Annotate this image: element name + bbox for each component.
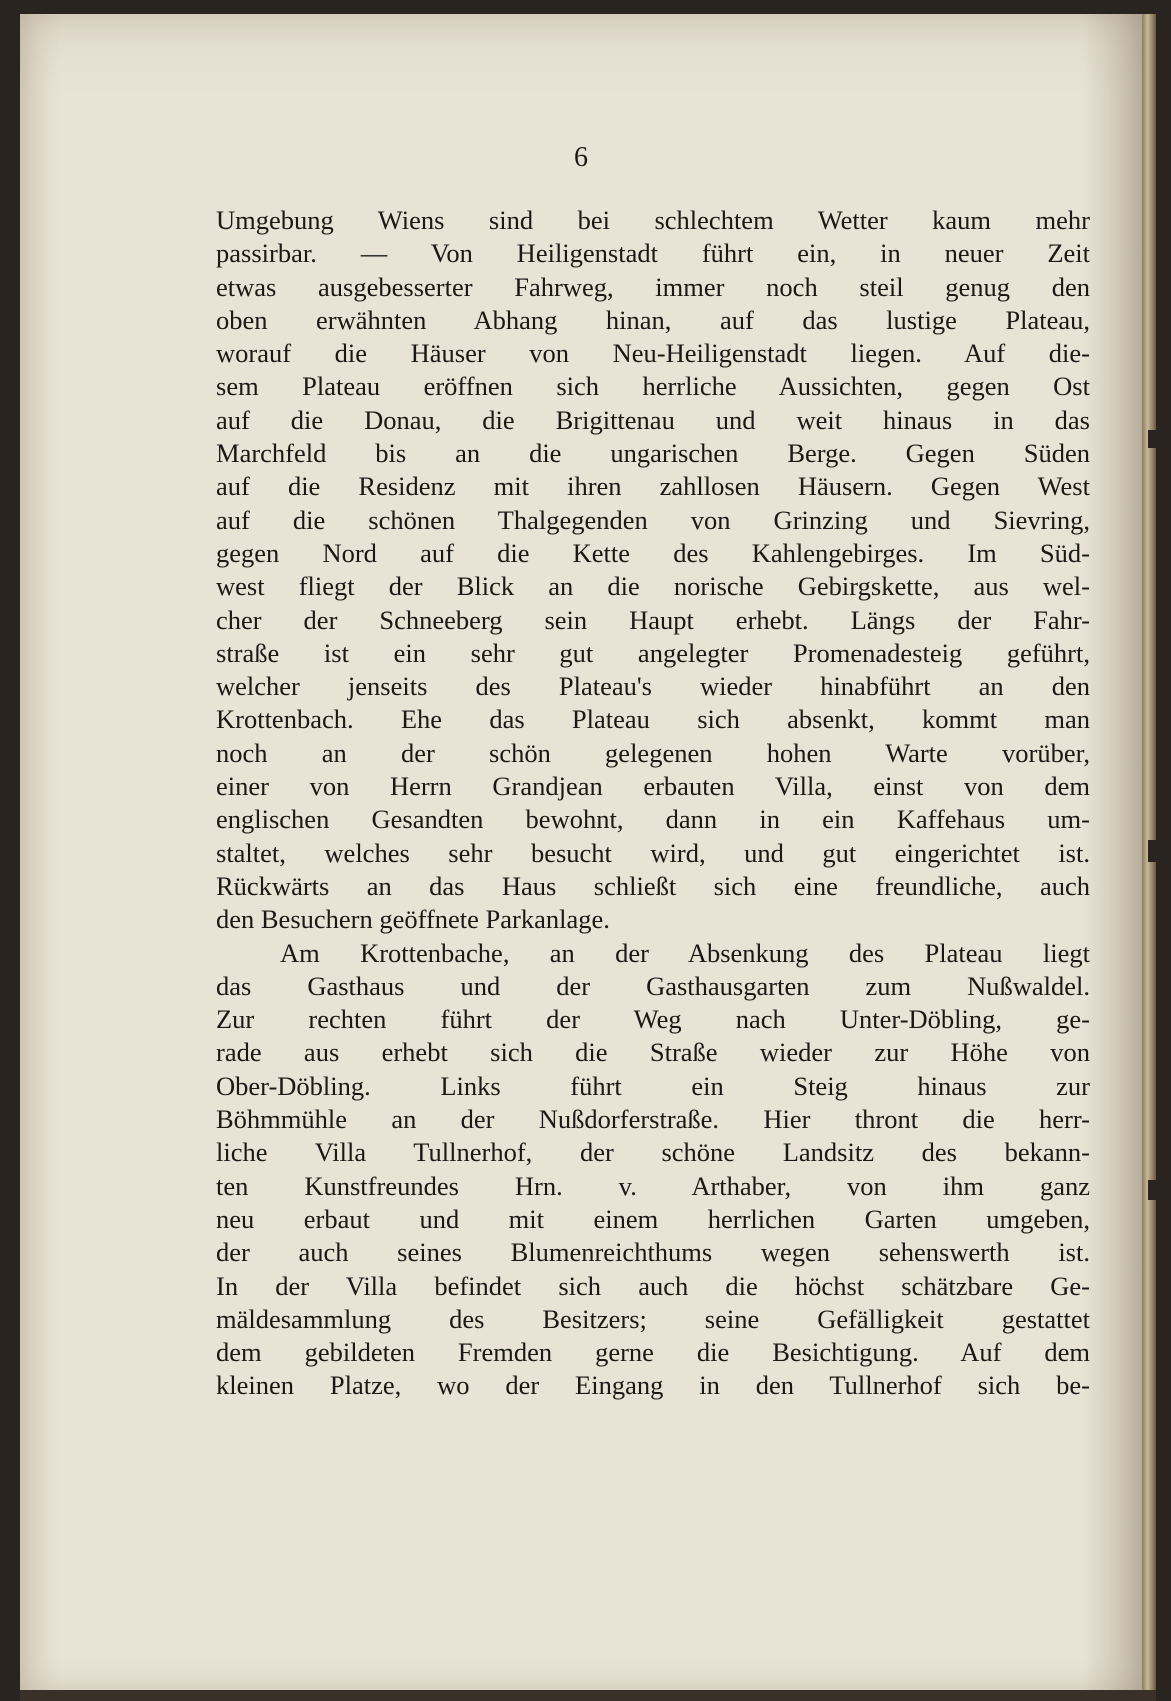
text-line: cher der Schneeberg sein Haupt erhebt. Längs der Fahr- [216,604,1090,635]
text-line: Marchfeld bis an die ungarischen Berge. Gegen Süden [216,438,1090,469]
text-line: noch an der schön gelegenen hohen Warte vorüber, [216,737,1090,768]
text-line: dem gebildeten Fremden gerne die Besichtigung. Auf dem [216,1337,1090,1368]
text-line: neu erbaut und mit einem herrlichen Garten umgeben, [216,1203,1090,1234]
text-line: Ober-Döbling. Links führt ein Steig hinaus zur [216,1070,1090,1101]
binding-thread-mark [1148,840,1158,862]
text-line: liche Villa Tullnerhof, der schöne Landsitz des bekann- [216,1137,1090,1168]
text-line: oben erwähnten Abhang hinan, auf das lustige Plateau, [216,304,1090,335]
text-line: Am Krottenbache, an der Absenkung des Plateau liegt [280,937,1090,968]
binding-thread-mark [1148,430,1158,448]
text-line: Krottenbach. Ehe das Plateau sich absenkt, kommt man [216,704,1090,735]
paper-page [20,14,1142,1690]
text-line: In der Villa befindet sich auch die höchst schätzbare Ge- [216,1270,1090,1301]
text-line: Zur rechten führt der Weg nach Unter-Döbling, ge- [216,1004,1090,1035]
text-line: rade aus erhebt sich die Straße wieder zur Höhe von [216,1037,1090,1068]
binding-thread-mark [1148,1180,1158,1200]
text-line: etwas ausgebesserter Fahrweg, immer noch steil genug den [216,271,1090,302]
text-line: kleinen Platze, wo der Eingang in den Tullnerhof sich be- [216,1370,1090,1401]
text-line: gegen Nord auf die Kette des Kahlengebirges. Im Süd- [216,537,1090,568]
text-line: der auch seines Blumenreichthums wegen sehenswerth ist. [216,1237,1090,1268]
book-edge-bottom [20,1690,1156,1701]
text-line: straße ist ein sehr gut angelegter Promenadesteig geführt, [216,637,1090,668]
text-line: passirbar. — Von Heiligenstadt führt ein, in neuer Zeit [216,238,1090,269]
text-line: Umgebung Wiens sind bei schlechtem Wetter kaum mehr [216,205,1090,235]
text-line: mäldesammlung des Besitzers; seine Gefälligkeit gestattet [216,1303,1090,1334]
text-line: welcher jenseits des Plateau's wieder hinabführt an den [216,671,1090,702]
text-line: Böhmmühle an der Nußdorferstraße. Hier thront die herr- [216,1104,1090,1135]
text-line: staltet, welches sehr besucht wird, und gut eingerichtet ist. [216,837,1090,868]
text-line: einer von Herrn Grandjean erbauten Villa, einst von dem [216,771,1090,802]
text-line: west fliegt der Blick an die norische Gebirgskette, aus wel- [216,571,1090,602]
body-text [216,204,1090,1403]
text-line: auf die schönen Thalgegenden von Grinzing und Sievring, [216,504,1090,535]
text-line: Rückwärts an das Haus schließt sich eine freundliche, auch [216,870,1090,901]
text-line: worauf die Häuser von Neu-Heiligenstadt liegen. Auf die- [216,338,1090,369]
text-line: auf die Residenz mit ihren zahllosen Häusern. Gegen West [216,471,1090,502]
text-line: ten Kunstfreundes Hrn. v. Arthaber, von ihm ganz [216,1170,1090,1201]
text-line: sem Plateau eröffnen sich herrliche Aussichten, gegen Ost [216,371,1090,402]
text-line: englischen Gesandten bewohnt, dann in ein Kaffehaus um- [216,804,1090,835]
page-number: 6 [574,142,588,173]
text-line: das Gasthaus und der Gasthausgarten zum Nußwaldel. [216,970,1090,1001]
text-line: auf die Donau, die Brigittenau und weit hinaus in das [216,404,1090,435]
text-line: den Besuchern geöffnete Parkanlage. [216,904,610,935]
